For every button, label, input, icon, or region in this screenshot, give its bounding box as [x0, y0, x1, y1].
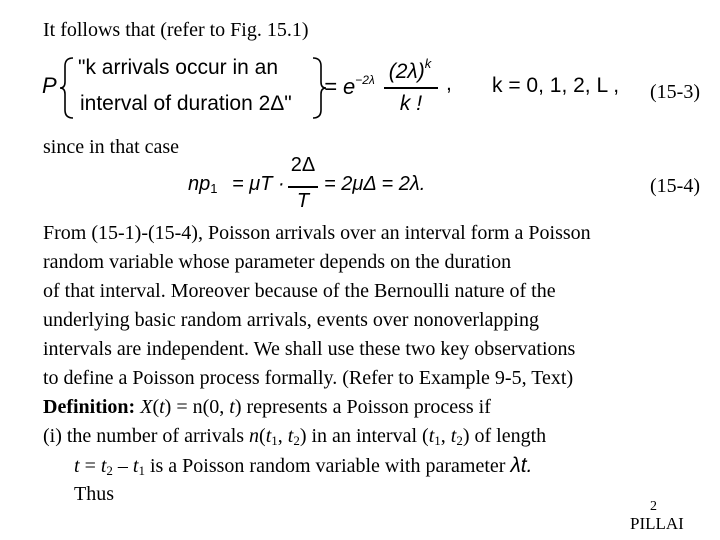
eq1-equals-e-text: = e: [324, 74, 356, 99]
eq1-brace-line2: interval of duration 2Δ": [80, 92, 292, 115]
eq2-lhs-sub: 1: [210, 181, 218, 196]
item1-t3: t: [428, 425, 435, 447]
eq2-lhs: [188, 173, 217, 196]
eq2-lhs-text: np: [188, 173, 211, 195]
paragraph-line: underlying basic random arrivals, events over nonoverlapping: [43, 309, 539, 331]
eq1-fraction-bar: [384, 87, 438, 89]
def-mid: ) = n(0,: [164, 396, 230, 418]
item1-n: n: [249, 425, 260, 447]
since-text: since in that case: [43, 136, 180, 158]
eq1-num: (2λ): [388, 60, 425, 83]
def-t1: t: [159, 396, 165, 418]
intro-text: It follows that (refer to Fig. 15.1): [43, 19, 309, 41]
item2-t1: t: [132, 455, 139, 477]
item-i-line1: [43, 422, 546, 451]
left-brace-icon: [58, 56, 76, 120]
thus-text: Thus: [74, 483, 114, 505]
page-number: 2: [650, 499, 657, 514]
eq2-frac-num: 2Δ: [290, 154, 316, 176]
item2-t: t: [74, 455, 80, 477]
item1-s4: 2: [456, 433, 463, 448]
def-X: X: [140, 396, 153, 418]
paragraph-line: to define a Poisson process formally. (Refer to Example 9-5, Text): [43, 367, 574, 389]
eq1-fraction-den: k !: [399, 92, 423, 115]
item1-e: ,: [440, 425, 451, 447]
item2-a: =: [79, 455, 101, 477]
eq2-mid: = μT ·: [232, 173, 285, 195]
definition-line: Definition: X(t) = n(0, t) represents a Poisson process if: [43, 396, 491, 418]
item1-s2: 2: [293, 433, 300, 448]
item2-param: λt.: [510, 454, 533, 477]
item2-s2: 2: [106, 463, 113, 478]
paragraph-line: of that interval. Moreover because of the Bernoulli nature of the: [43, 280, 556, 302]
item1-a: (i) the number of arrivals: [43, 425, 250, 447]
eq2-rest: = 2μΔ = 2λ.: [324, 173, 426, 195]
paragraph-line: From (15-1)-(15-4), Poisson arrivals over an interval form a Poisson: [43, 222, 591, 244]
eq1-k-range: k = 0, 1, 2, L ,: [492, 74, 620, 97]
definition-label: Definition:: [43, 396, 136, 418]
paragraph-line: intervals are independent. We shall use these two key observations: [43, 338, 576, 360]
item1-s3: 1: [434, 433, 441, 448]
eq2-label: (15-4): [650, 175, 700, 197]
item2-b: –: [112, 455, 133, 477]
item1-t4: t: [450, 425, 457, 447]
item1-b: (: [259, 425, 266, 447]
item1-d: ) in an interval (: [299, 425, 429, 447]
eq1-fraction-num: [382, 56, 438, 84]
item1-t2: t: [287, 425, 294, 447]
item1-t: t: [265, 425, 272, 447]
item1-s1: 1: [271, 433, 278, 448]
def-end: ) represents a Poisson process if: [234, 396, 491, 418]
eq1-exponent: −2λ: [355, 73, 375, 87]
item-i-line2: [74, 451, 532, 481]
eq1-comma: ,: [446, 72, 452, 95]
eq1-brace-line1: "k arrivals occur in an: [78, 56, 279, 79]
def-t2: t: [229, 396, 235, 418]
item2-s1: 1: [138, 463, 145, 478]
eq2-fraction-bar: [288, 186, 318, 188]
author-footer: PILLAI: [630, 514, 684, 533]
eq2-frac-den: T: [296, 190, 310, 212]
paragraph-line: random variable whose parameter depends on the duration: [43, 251, 512, 273]
item1-c: ,: [277, 425, 288, 447]
eq1-label: (15-3): [650, 81, 700, 103]
item2-c: is a Poisson random variable with parameter: [144, 455, 506, 477]
item1-f: ) of length: [462, 425, 547, 447]
eq1-P: P: [42, 73, 57, 98]
item2-t2: t: [100, 455, 107, 477]
eq1-equals-e: [324, 73, 375, 100]
eq1-num-exp: k: [424, 56, 432, 71]
